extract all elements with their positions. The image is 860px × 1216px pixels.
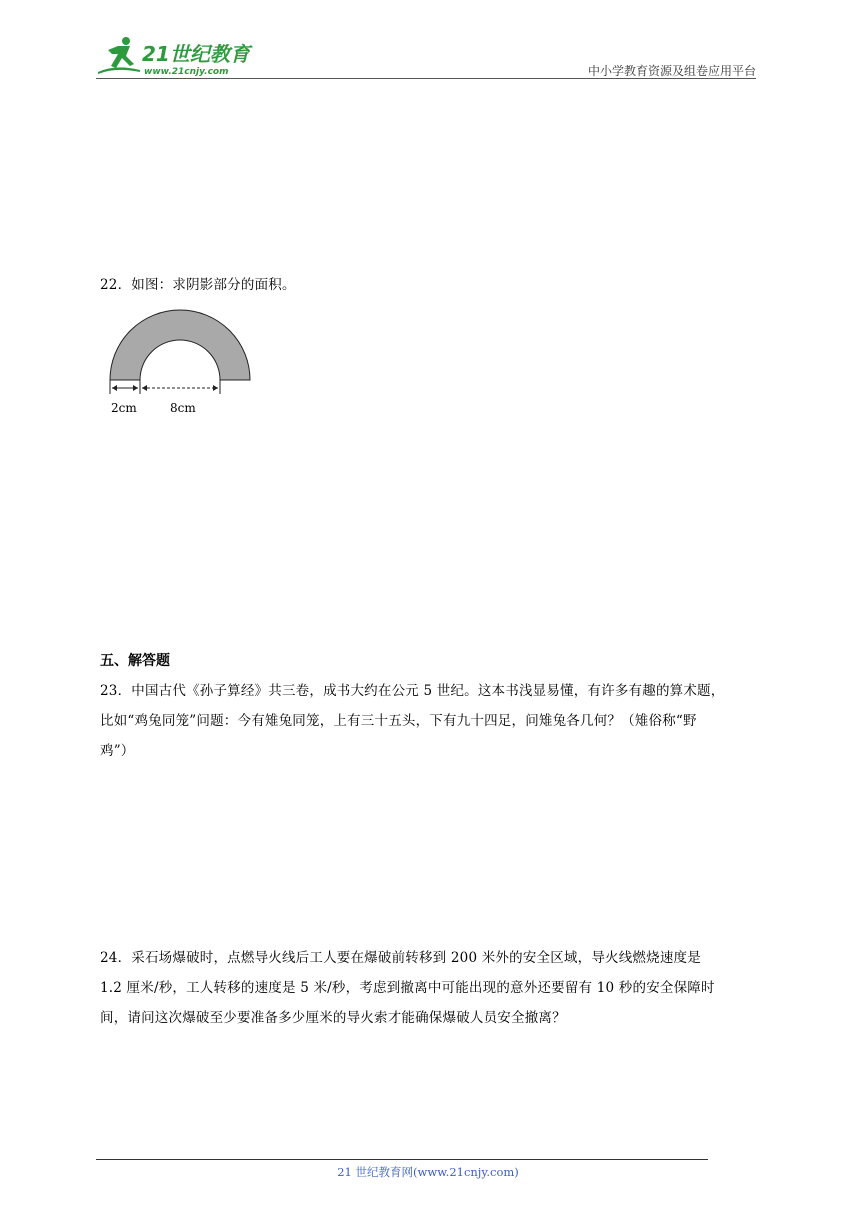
question-22: 22．如图：求阴影部分的面积。 [100, 277, 296, 293]
semi-annulus-figure [106, 306, 256, 418]
label-8cm: 8cm [170, 401, 196, 415]
site-logo [96, 34, 266, 80]
platform-name: 中小学教育资源及组卷应用平台 [587, 64, 756, 78]
diameter-dimension-arrow [142, 385, 218, 391]
question-24 [100, 943, 760, 1033]
footer-divider [96, 1159, 708, 1160]
logo-url: www.21cnjy.com [144, 67, 229, 77]
header-divider [96, 78, 756, 79]
logo-title: 21世纪教育 [142, 42, 250, 66]
question-24-line-2: 1.2 厘米/秒，工人转移的速度是 5 米/秒，考虑到撤离中可能出现的意外还要留有 10 秒的安全保障时 [100, 980, 715, 996]
question-23 [100, 676, 760, 766]
runner-icon [98, 37, 140, 74]
question-23-line-2: 比如“鸡兔同笼”问题：今有雉兔同笼，上有三十五头，下有九十四足，问雉兔各几何？（雉俗称“野 [100, 713, 697, 729]
question-24-line-1: 24．采石场爆破时，点燃导火线后工人要在爆破前转移到 200 米外的安全区域，导火线燃烧速度是 [100, 950, 701, 966]
question-23-line-1: 23．中国古代《孙子算经》共三卷，成书大约在公元 5 世纪。这本书浅显易懂，有许多有趣的算术题， [100, 683, 725, 699]
section-title: 五、解答题 [100, 653, 170, 669]
label-2cm: 2cm [111, 401, 137, 415]
question-24-line-3: 间，请问这次爆破至少要准备多少厘米的导火索才能确保爆破人员安全撤离？ [100, 1010, 566, 1026]
footer-link[interactable]: 21 世纪教育网(www.21cnjy.com) [337, 1165, 519, 1179]
question-23-line-3: 鸡”） [100, 743, 135, 759]
shaded-region [110, 310, 250, 380]
width-dimension-arrow [112, 385, 138, 391]
